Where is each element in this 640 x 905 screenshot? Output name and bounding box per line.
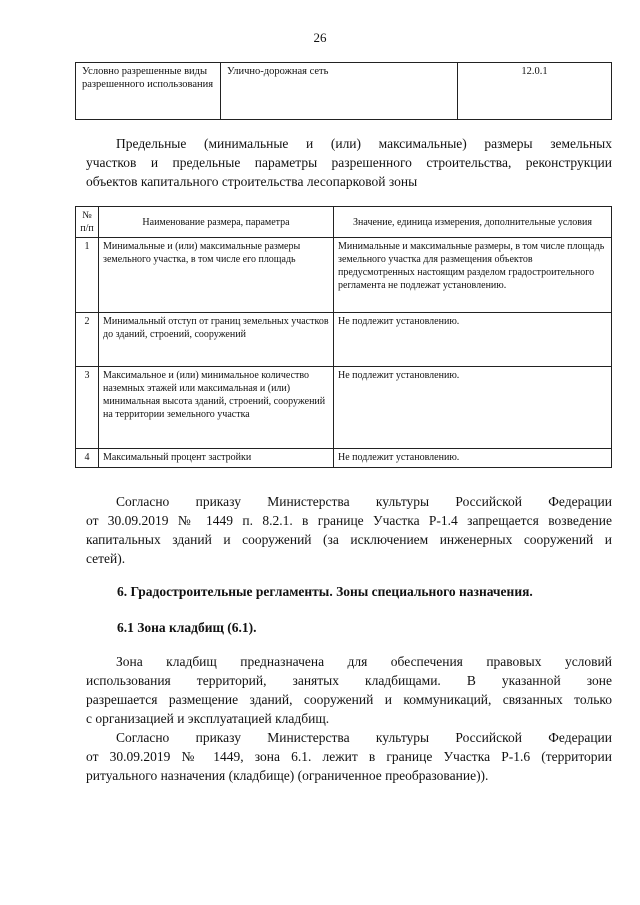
use-type-value: Улично-дорожная сеть <box>221 63 458 120</box>
row-num: 2 <box>76 313 99 367</box>
use-type-label: Условно разрешенные виды разрешенного использования <box>76 63 221 120</box>
table-row <box>76 449 612 468</box>
header-value: Значение, единица измерения, дополнительные условия <box>334 207 612 238</box>
text-line: объектов капитального строительства лесопарковой зоны <box>86 174 418 189</box>
text-line: с организацией и эксплуатацией кладбищ. <box>86 711 330 726</box>
text-line: Зона кладбищ предназначена для обеспечения правовых условий <box>116 654 612 669</box>
paragraph-cemetery-zone <box>86 652 612 728</box>
text-line: от 30.09.2019 № 1449, зона 6.1. лежит в границе Участка Р-1.6 (территории <box>86 749 612 764</box>
row-value: Не подлежит установлению. <box>334 367 612 449</box>
text-line: Согласно приказу Министерства культуры Российской Федерации <box>116 730 612 745</box>
table-row <box>76 313 612 367</box>
header-name: Наименование размера, параметра <box>99 207 334 238</box>
paragraph-order-1449-r14 <box>86 492 612 568</box>
permitted-use-table <box>75 62 612 120</box>
text-line: ритуального назначения (кладбище) (ограниченное преобразование)). <box>86 768 489 783</box>
row-value: Минимальные и максимальные размеры, в том числе площадь земельного участка для размещения объектов предусмотренных настоящим разделом градостроительного регламента не подлежат установлению. <box>334 238 612 313</box>
text-line: Предельные (минимальные и (или) максимальные) размеры земельных <box>116 136 612 151</box>
row-num: 3 <box>76 367 99 449</box>
text-line: использования территорий, занятых кладбищами. В указанной зоне <box>86 673 612 688</box>
table-header-row <box>76 207 612 238</box>
paragraph-order-1449-r16 <box>86 728 612 785</box>
row-num: 1 <box>76 238 99 313</box>
paragraph-limits-intro <box>86 134 612 191</box>
text-line: участков и предельные параметры разрешенного строительства, реконструкции <box>86 155 612 170</box>
row-value: Не подлежит установлению. <box>334 313 612 367</box>
text-line: капитальных зданий и сооружений (за исключением инженерных сооружений и <box>86 532 612 547</box>
subsection-heading: 6.1 Зона кладбищ (6.1). <box>117 620 257 635</box>
row-name: Максимальное и (или) минимальное количество наземных этажей или максимальная и (или) минимальная высота зданий, строений, сооружений на территории земельного участка <box>99 367 334 449</box>
text-line: разрешается размещение зданий, сооружений и коммуникаций, связанных только <box>86 692 612 707</box>
section-heading: 6. Градостроительные регламенты. Зоны специального назначения. <box>117 584 533 599</box>
table-row <box>76 238 612 313</box>
row-num: 4 <box>76 449 99 468</box>
table-row <box>76 63 612 120</box>
page-number: 26 <box>313 30 327 45</box>
row-value: Не подлежит установлению. <box>334 449 612 468</box>
text-line: сетей). <box>86 551 126 566</box>
row-name: Минимальные и (или) максимальные размеры земельного участка, в том числе его площадь <box>99 238 334 313</box>
table-row <box>76 367 612 449</box>
use-type-code: 12.0.1 <box>458 63 612 120</box>
text-line: Согласно приказу Министерства культуры Российской Федерации <box>116 494 612 509</box>
row-name: Минимальный отступ от границ земельных участков до зданий, строений, сооружений <box>99 313 334 367</box>
parameters-table <box>75 206 612 468</box>
header-num: № п/п <box>76 207 99 238</box>
text-line: от 30.09.2019 № 1449 п. 8.2.1. в границе Участка Р-1.4 запрещается возведение <box>86 513 612 528</box>
row-name: Максимальный процент застройки <box>99 449 334 468</box>
